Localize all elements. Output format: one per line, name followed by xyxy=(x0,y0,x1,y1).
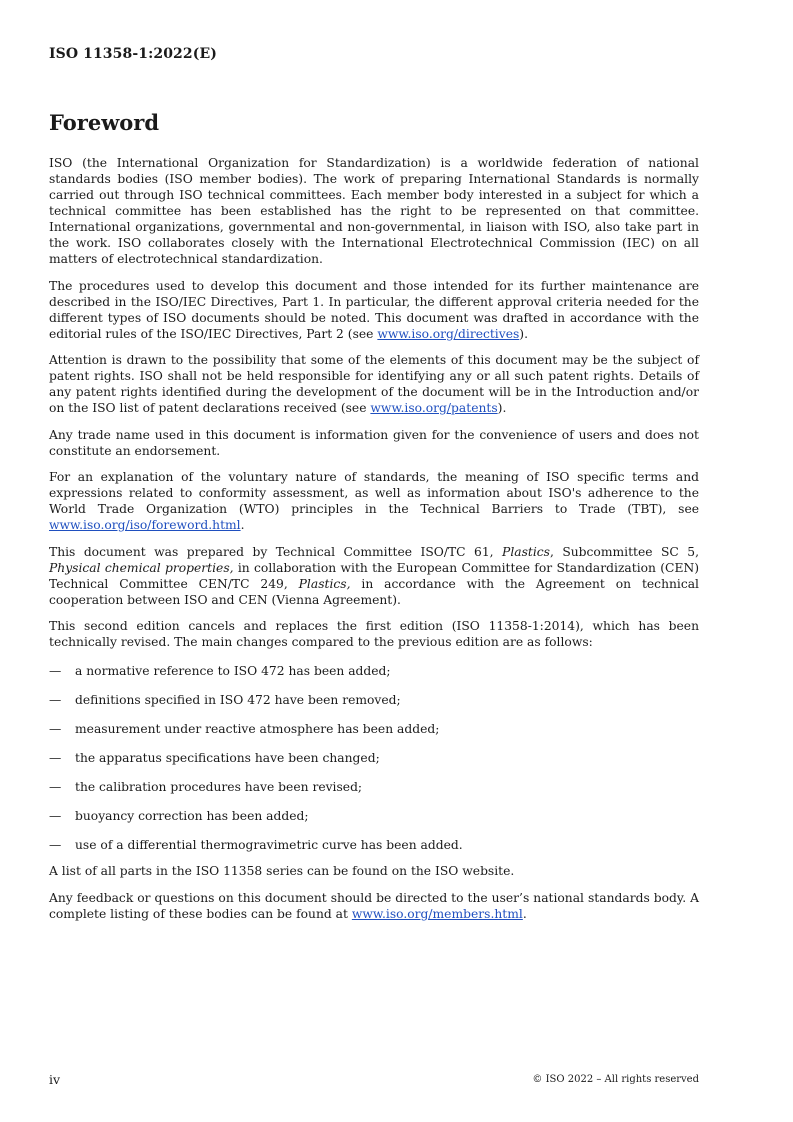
paragraph-prepared-by: This document was prepared by Technical Committee ISO/TC 61, Plastics, Subcommittee SC 5, Physical chemical properties, in collaboration with the European Committee for Standardization (CEN) Technical Committee CEN/TC 249, Plastics, in accordance with the Agreement on technical cooperation between ISO and CEN (Vienna Agreement). xyxy=(49,544,700,607)
foreword-body xyxy=(49,155,699,932)
list-item: — use of a differential thermogravimetric curve has been added. xyxy=(49,838,463,852)
paragraph-trade-name: Any trade name used in this document is information given for the convenience of users and does not constitute an endorsement. xyxy=(49,427,699,458)
page-number: iv xyxy=(49,1072,61,1087)
paragraph-voluntary-nature: For an explanation of the voluntary nature of standards, the meaning of ISO specific terms and expressions related to conformity assessment, as well as information about ISO's adherence to the World Trade Organization (WTO) principles in the Technical Barriers to Trade (TBT), see www.iso.org/iso/foreword.html. xyxy=(49,470,699,532)
members-link[interactable]: www.iso.org/members.html xyxy=(351,906,523,921)
list-item: — definitions specified in ISO 472 have been removed; xyxy=(49,693,401,707)
list-item: — a normative reference to ISO 472 has been added; xyxy=(49,664,391,678)
copyright-notice: © ISO 2022 – All rights reserved xyxy=(532,1074,699,1085)
paragraph-procedures: The procedures used to develop this document and those intended for its further maintenance are described in the ISO/IEC Directives, Part 1. In particular, the different approval criteria needed for the different types of ISO documents should be noted. This document was drafted in accordance with the editorial rules of the ISO/IEC Directives, Part 2 (see www.iso.org/directives). xyxy=(49,278,699,341)
paragraph-series-parts: A list of all parts in the ISO 11358 series can be found on the ISO website. xyxy=(49,864,515,878)
paragraph-patents: Attention is drawn to the possibility that some of the elements of this document may be the subject of patent rights. ISO shall not be held responsible for identifying any or all such patent rights. Details of any patent rights identified during the development of the document will be in the Introduction and/or on the ISO list of patent declarations received (see www.iso.org/patents). xyxy=(49,353,699,415)
list-item: — buoyancy correction has been added; xyxy=(49,809,309,823)
foreword-link[interactable]: www.iso.org/iso/foreword.html xyxy=(49,518,241,532)
paragraph-second-edition: This second edition cancels and replaces the first edition (ISO 11358-1:2014), which has been technically revised. The main changes compared to the previous edition are as follows: xyxy=(49,619,699,649)
paragraph-feedback: Any feedback or questions on this document should be directed to the user’s national standards body. A complete listing of these bodies can be found at www.iso.org/members.html. xyxy=(49,890,699,921)
paragraph-iso-intro: ISO (the International Organization for Standardization) is a worldwide federation of national standards bodies (ISO member bodies). The work of preparing International Standards is normally carried out through ISO technical committees. Each member body interested in a subject for which a technical committee has been established has the right to be represented on that committee. International organizations, governmental and non-governmental, in liaison with ISO, also take part in the work. ISO collaborates closely with the International Electrotechnical Commission (IEC) on all matters of electrotechnical standardization. xyxy=(49,156,699,266)
changes-list xyxy=(49,663,699,853)
page-title: Foreword xyxy=(49,110,160,135)
list-item: — the calibration procedures have been revised; xyxy=(49,780,363,794)
directives-link[interactable]: www.iso.org/directives xyxy=(377,326,520,341)
list-item: — the apparatus specifications have been changed; xyxy=(49,751,380,765)
list-item: — measurement under reactive atmosphere has been added; xyxy=(49,722,440,736)
document-id-header: ISO 11358-1:2022(E) xyxy=(49,46,217,62)
patents-link[interactable]: www.iso.org/patents xyxy=(370,401,498,415)
